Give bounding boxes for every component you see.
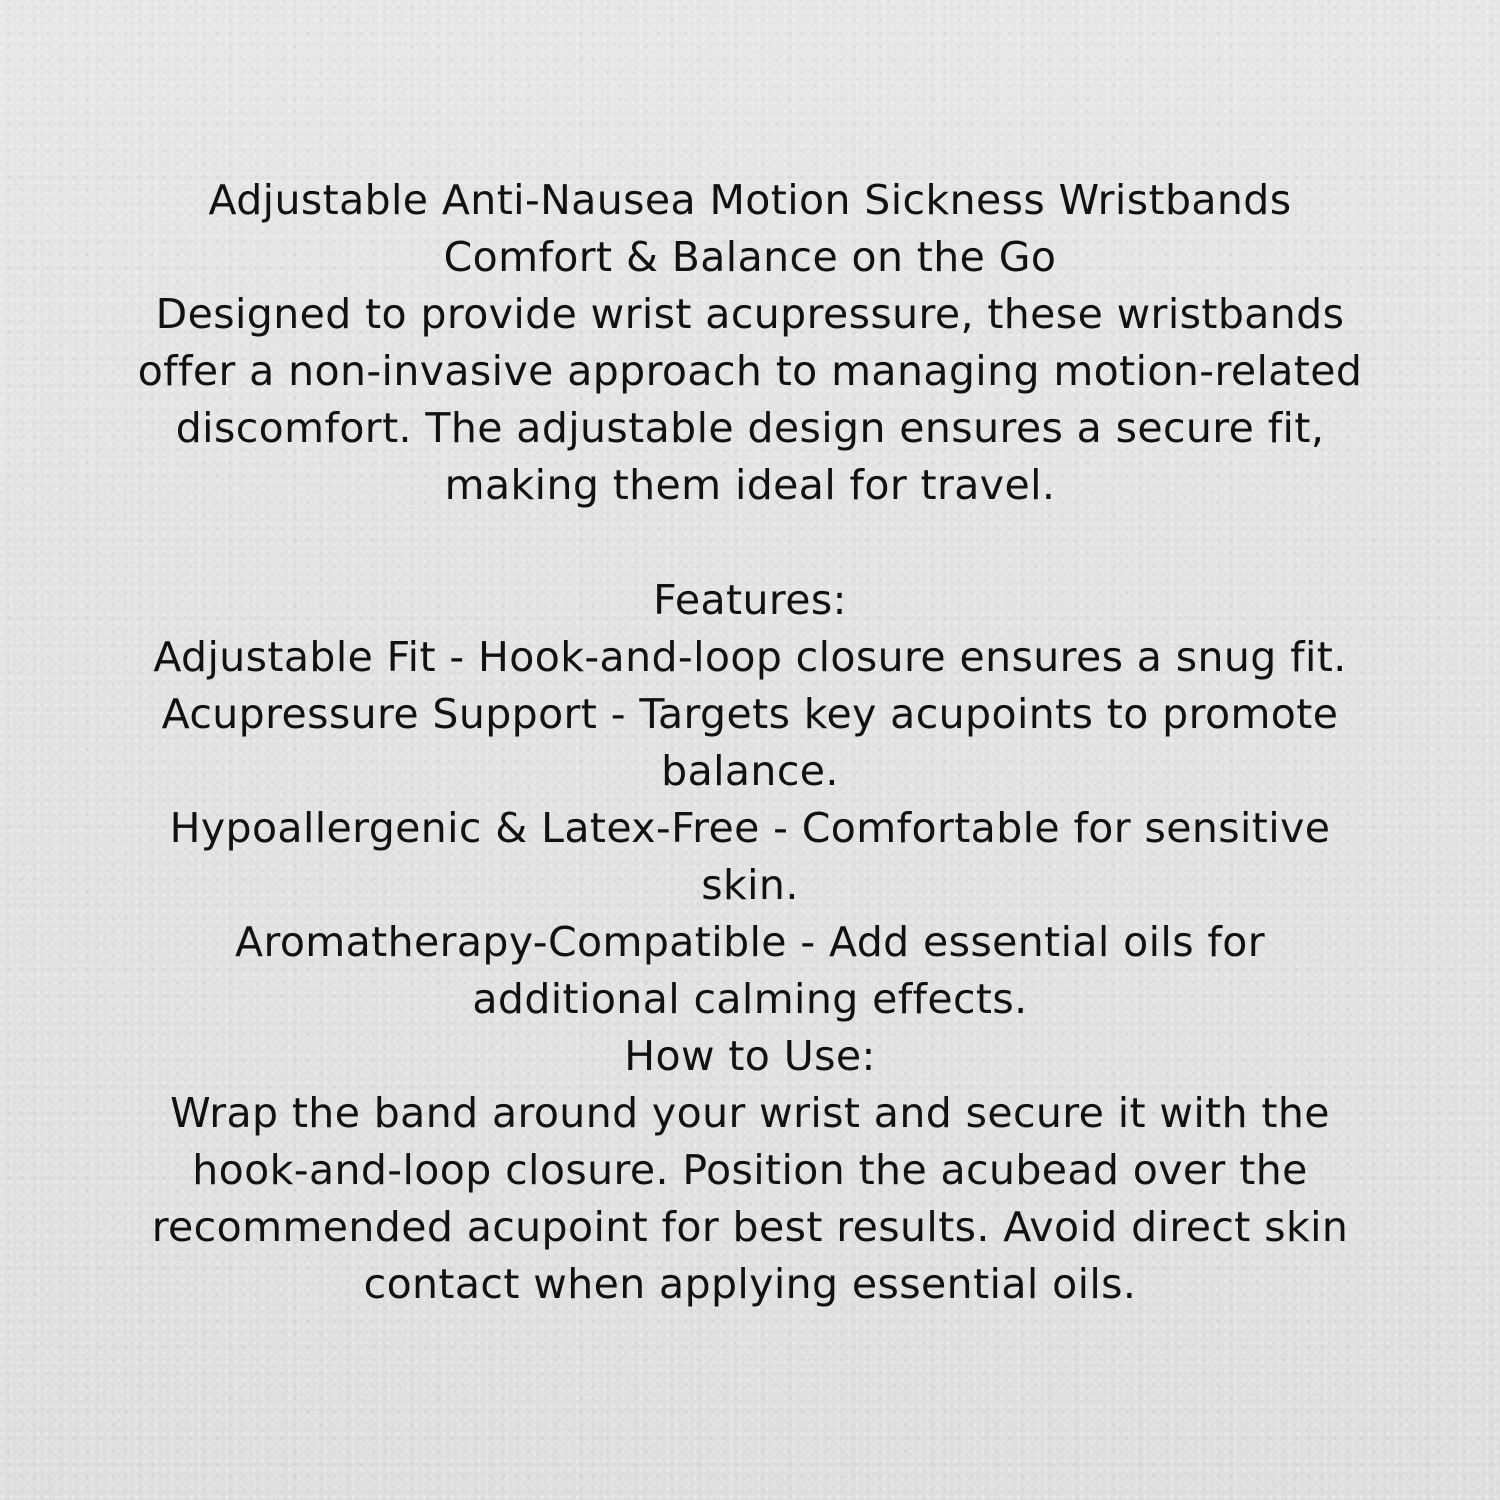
description-line: Designed to provide wrist acupressure, these wristbands [155, 290, 1345, 338]
features-heading: Features: [653, 576, 847, 624]
feature-line: balance. [661, 747, 839, 795]
product-subtitle: Comfort & Balance on the Go [443, 233, 1057, 281]
feature-line: additional calming effects. [472, 975, 1028, 1023]
feature-line: Hypoallergenic & Latex-Free - Comfortable for sensitive [169, 804, 1331, 852]
feature-line: Acupressure Support - Targets key acupoints to promote [161, 690, 1339, 738]
usage-section [10, 1028, 1490, 1313]
product-title: Adjustable Anti-Nausea Motion Sickness Wristbands [208, 176, 1292, 224]
usage-line: contact when applying essential oils. [363, 1260, 1137, 1308]
description-line: offer a non-invasive approach to managing motion-related [137, 347, 1363, 395]
features-section [10, 572, 1490, 1028]
feature-line: skin. [701, 861, 799, 909]
usage-line: recommended acupoint for best results. Avoid direct skin [151, 1203, 1349, 1251]
usage-line: hook-and-loop closure. Position the acubead over the [192, 1146, 1308, 1194]
intro-section [10, 172, 1490, 514]
feature-line: Adjustable Fit - Hook-and-loop closure ensures a snug fit. [153, 633, 1347, 681]
usage-heading: How to Use: [624, 1032, 876, 1080]
feature-line: Aromatherapy-Compatible - Add essential oils for [235, 918, 1265, 966]
description-line: making them ideal for travel. [444, 461, 1056, 509]
description-line: discomfort. The adjustable design ensures a secure fit, [175, 404, 1325, 452]
usage-line: Wrap the band around your wrist and secure it with the [170, 1089, 1330, 1137]
